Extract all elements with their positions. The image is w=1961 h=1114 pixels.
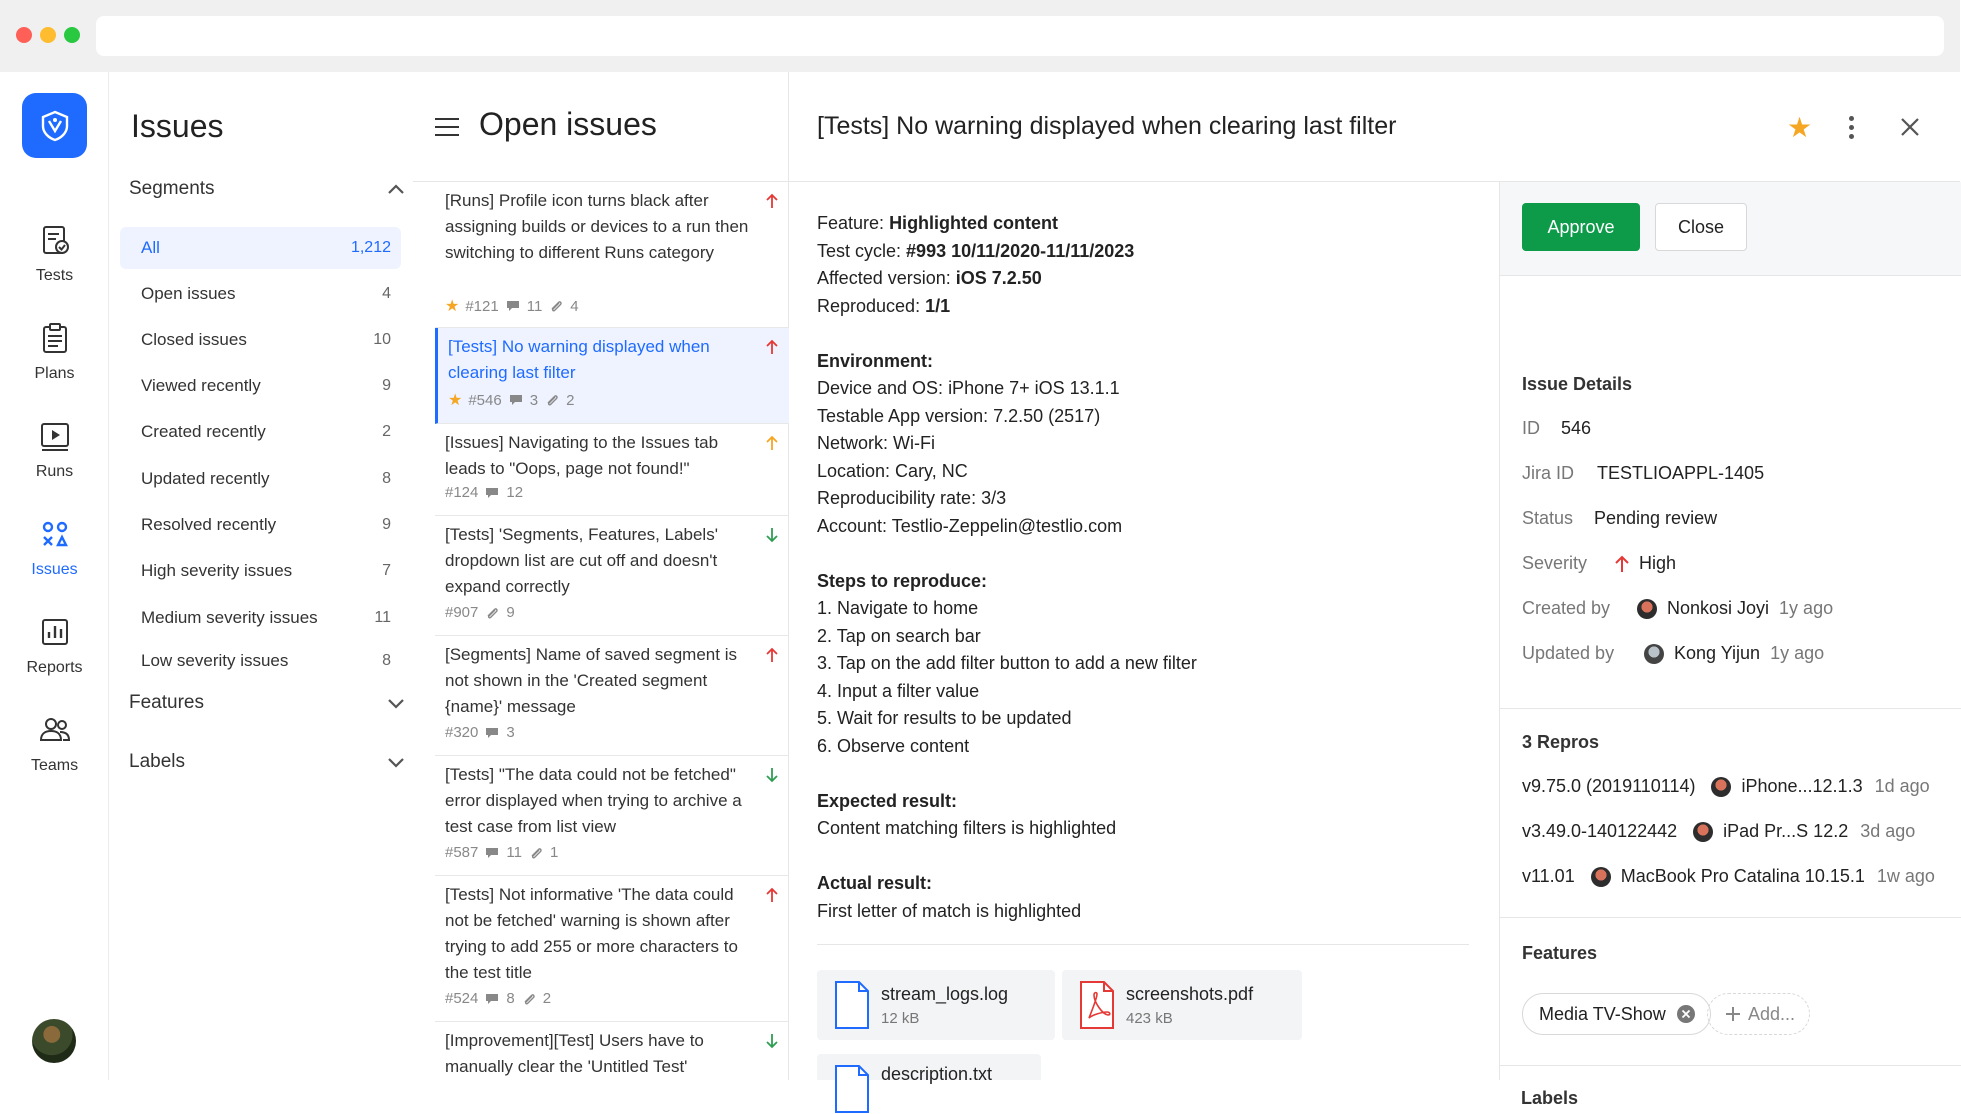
browser-chrome (0, 0, 1960, 72)
features-section-header[interactable] (129, 688, 405, 718)
severity-high-icon (1614, 554, 1630, 574)
shield-logo-icon (38, 109, 72, 143)
more-options-icon[interactable] (1849, 116, 1855, 140)
issue-id: #907 (445, 604, 479, 621)
issue-meta (445, 484, 523, 501)
detail-severity: Severity High (1522, 553, 1677, 573)
issue-id: #320 (445, 724, 479, 741)
section-label: Labels (129, 751, 185, 772)
issue-title: [Tests] "The data could not be fetched" error displayed when trying to archive a test case from list view (445, 765, 742, 836)
segment-high-severity[interactable]: High severity issues 7 (141, 561, 391, 580)
paperclip-icon (528, 846, 544, 860)
priority-high-icon (765, 886, 779, 904)
avatar (1591, 867, 1611, 887)
chevron-down-icon (387, 756, 405, 768)
close-issue-button[interactable]: Close (1655, 203, 1747, 251)
close-icon[interactable] (1899, 116, 1921, 138)
issue-row-selected[interactable] (435, 328, 789, 424)
detail-title: [Tests] No warning displayed when clearing last filter (817, 112, 1397, 140)
star-icon[interactable]: ★ (448, 392, 463, 409)
rail-label: Teams (30, 757, 79, 774)
paperclip-icon (548, 299, 564, 313)
rail-label: Runs (35, 463, 74, 480)
comment-count: 3 (529, 391, 539, 409)
segment-all[interactable]: All 1,212 (120, 227, 401, 269)
features-heading: Features (1522, 943, 1598, 963)
repro-row[interactable]: v3.49.0-140122442 iPad Pr...S 12.2 3d ago (1522, 821, 1916, 841)
issue-row[interactable] (435, 182, 789, 328)
issue-title: [Improvement][Test] Users have to manually clear the 'Untitled Test' (445, 1031, 704, 1076)
labels-section-header[interactable] (129, 747, 405, 777)
remove-chip-icon[interactable] (1676, 1004, 1696, 1024)
issue-row[interactable] (435, 424, 789, 516)
nav-rail (0, 72, 109, 1080)
priority-low-icon (765, 766, 779, 784)
attachment-count: 1 (549, 844, 559, 861)
rail-item-runs[interactable] (0, 411, 109, 501)
rail-item-tests[interactable] (0, 215, 109, 305)
comment-count: 3 (506, 724, 515, 741)
star-icon[interactable]: ★ (1787, 112, 1813, 143)
attachment-tile[interactable] (817, 970, 1055, 1040)
issue-title: [Tests] Not informative 'The data could not be fetched' warning is shown after trying to add 255 or more characters to the test title (445, 885, 738, 982)
issue-list-panel (413, 72, 789, 1080)
segment-medium-severity[interactable]: Medium severity issues 11 (141, 608, 391, 627)
plus-icon (1724, 1005, 1742, 1023)
comment-icon (484, 486, 500, 500)
star-icon[interactable]: ★ (445, 298, 460, 315)
window-close-dot[interactable] (16, 27, 32, 43)
section-heading: Actual result: (817, 873, 933, 893)
divider (1500, 708, 1961, 709)
divider (1500, 917, 1961, 918)
priority-high-icon (765, 646, 779, 664)
window-maximize-dot[interactable] (64, 27, 80, 43)
issue-details-heading: Issue Details (1522, 374, 1633, 394)
chevron-up-icon (387, 183, 405, 195)
issue-title: [Runs] Profile icon turns black after assigning builds or devices to a run then switching to different Runs category (445, 191, 749, 262)
approve-button[interactable]: Approve (1522, 203, 1640, 251)
issue-row[interactable] (435, 756, 789, 876)
runs-icon (38, 419, 72, 453)
action-bar (1500, 182, 1961, 276)
paperclip-icon (484, 606, 500, 620)
issue-list-header (413, 72, 789, 182)
detail-status: Status Pending review (1522, 508, 1718, 528)
comment-count: 11 (526, 297, 543, 315)
segment-viewed-recently[interactable]: Viewed recently 9 (141, 376, 391, 395)
comment-icon (484, 992, 500, 1006)
issue-meta (445, 296, 579, 316)
issue-meta (445, 844, 558, 861)
avatar (1711, 777, 1731, 797)
teams-icon (38, 713, 72, 747)
issue-title: [Issues] Navigating to the Issues tab leads to "Oops, page not found!" (445, 433, 719, 478)
issue-row[interactable] (435, 636, 789, 756)
section-heading: Environment: (817, 350, 934, 371)
issues-icon (38, 517, 72, 551)
attachment-count: 9 (506, 604, 515, 621)
priority-high-icon (765, 338, 779, 356)
issue-detail-panel (789, 72, 1960, 1108)
comment-count: 12 (506, 484, 524, 501)
divider (817, 944, 1469, 945)
detail-header (789, 72, 1960, 182)
issue-meta (445, 724, 515, 741)
issue-id: #121 (465, 297, 499, 315)
priority-low-icon (765, 526, 779, 544)
reports-icon (38, 615, 72, 649)
comment-icon (508, 393, 524, 407)
feature-chip[interactable]: Media TV-Show (1522, 993, 1711, 1035)
segment-resolved-recently[interactable]: Resolved recently 9 (141, 515, 391, 534)
issue-title: [Tests] 'Segments, Features, Labels' dropdown list are cut off and doesn't expand correctly (445, 525, 718, 596)
priority-low-icon (765, 1032, 779, 1050)
attachment-tile[interactable] (1062, 970, 1302, 1040)
rail-item-plans[interactable] (0, 313, 109, 403)
priority-medium-icon (765, 434, 779, 452)
issue-row[interactable] (435, 1022, 789, 1080)
issue-id: #524 (445, 990, 479, 1007)
rail-label: Issues (31, 561, 78, 578)
rail-label: Reports (26, 659, 83, 676)
chevron-down-icon (387, 697, 405, 709)
issue-id: #587 (445, 844, 479, 861)
add-feature-button[interactable]: Add... (1707, 993, 1810, 1035)
issue-title: [Tests] No warning displayed when clearing last filter (448, 337, 710, 382)
detail-updated-by: Updated by Kong Yijun 1y ago (1522, 643, 1825, 663)
user-avatar[interactable] (32, 1019, 76, 1063)
attachment-size: 12 kB (881, 1010, 920, 1027)
avatar (1637, 599, 1657, 619)
attachment-count: 2 (566, 391, 575, 409)
paperclip-icon (544, 393, 560, 407)
segment-closed-issues[interactable]: Closed issues 10 (141, 330, 391, 349)
section-label: Segments (129, 178, 215, 199)
tests-icon (38, 223, 72, 257)
issue-sidebar (1499, 182, 1960, 1080)
detail-created-by: Created by Nonkosi Joyi 1y ago (1522, 598, 1834, 618)
address-bar[interactable] (96, 16, 1944, 56)
attachment-name: stream_logs.log (881, 984, 1009, 1004)
section-heading: Steps to reproduce: (817, 570, 988, 591)
issue-id: #546 (468, 391, 502, 409)
attachment-name: description.txt (881, 1064, 993, 1084)
rail-item-reports[interactable] (0, 607, 109, 697)
issue-row[interactable] (435, 876, 789, 1022)
window-minimize-dot[interactable] (40, 27, 56, 43)
issue-id: #124 (445, 484, 479, 501)
issue-row[interactable] (435, 516, 789, 636)
plans-icon (38, 321, 72, 355)
segments-panel (109, 72, 413, 1080)
issue-meta (445, 990, 551, 1007)
attachment-count: 4 (570, 297, 579, 315)
issue-title: [Segments] Name of saved segment is not shown in the 'Created segment {name}' message (445, 645, 737, 716)
priority-high-icon (765, 192, 779, 210)
comment-icon (484, 726, 500, 740)
section-heading: Expected result: (817, 790, 958, 811)
comment-count: 8 (506, 990, 515, 1007)
segment-created-recently[interactable]: Created recently 2 (141, 422, 391, 441)
app-logo[interactable] (22, 93, 87, 158)
segment-low-severity[interactable]: Low severity issues 8 (141, 651, 391, 670)
segment-open-issues[interactable]: Open issues 4 (141, 284, 391, 303)
list-title: Open issues (479, 106, 657, 142)
issue-description: Feature: Highlighted content Test cycle: #993 10/11/2020-11/11/2023 Affected version: iOS 7.2.50 Reproduced: 1/1 Environment: Device and OS: iPhone 7+ iOS 13.1.1 Testable App version: 7.2.50 (2517) Network: Wi-Fi Location: Cary, NC Reproducibility rate: 3/3 Account: Testlio-Zeppelin@testlio.com Steps to reproduce: 1. Navigate to home 2. Tap on search bar 3. Tap on the add filter button to add a new filter 4. Input a filter value 5. Wait for results to be updated 6. Observe content Expected result: Content matching filters is highlighted Actual result: First letter of match is highlighted (817, 213, 1197, 921)
detail-jira-id: Jira ID TESTLIOAPPL-1405 (1522, 463, 1765, 483)
paperclip-icon (521, 992, 537, 1006)
avatar (1644, 644, 1664, 664)
section-label: Features (129, 692, 204, 713)
labels-heading: Labels (1521, 1088, 1579, 1108)
repros-heading: 3 Repros (1522, 732, 1600, 752)
segments-section-header[interactable] (129, 174, 405, 204)
file-icon (833, 1064, 871, 1114)
repro-row[interactable]: v11.01 MacBook Pro Catalina 10.15.1 1w ago (1522, 866, 1935, 886)
segment-updated-recently[interactable]: Updated recently 8 (141, 469, 391, 488)
file-icon (833, 980, 871, 1030)
attachment-tile[interactable] (817, 1054, 1041, 1084)
repro-row[interactable]: v9.75.0 (2019110114) iPhone...12.1.3 1d ago (1522, 776, 1930, 796)
comment-count: 11 (506, 844, 522, 861)
comment-icon (505, 299, 521, 313)
avatar (1693, 822, 1713, 842)
rail-label: Tests (35, 267, 74, 284)
attachment-count: 2 (542, 990, 552, 1007)
attachment-size: 423 kB (1126, 1010, 1173, 1027)
page-title: Issues (131, 108, 224, 144)
rail-label: Plans (34, 365, 75, 382)
rail-item-teams[interactable] (0, 705, 109, 795)
issue-meta (445, 604, 515, 621)
menu-icon[interactable] (435, 118, 459, 138)
issue-meta (448, 390, 574, 410)
comment-icon (484, 846, 500, 860)
divider (1500, 1065, 1961, 1066)
attachment-name: screenshots.pdf (1126, 984, 1254, 1004)
detail-id: ID 546 (1522, 418, 1592, 438)
pdf-file-icon (1078, 980, 1116, 1030)
rail-item-issues[interactable] (0, 509, 109, 599)
